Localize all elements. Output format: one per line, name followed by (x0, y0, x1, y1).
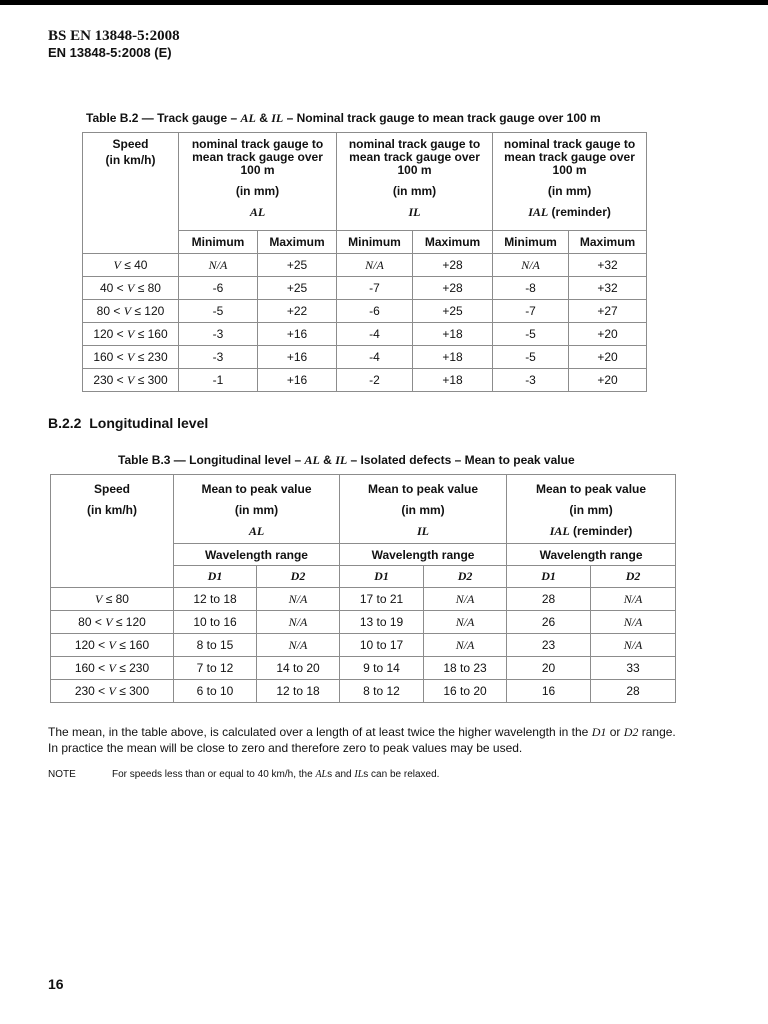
value-cell: N/A (179, 254, 258, 277)
value-cell: N/A (424, 611, 507, 634)
paragraph-text: or (609, 725, 621, 739)
caption-al: AL (304, 453, 320, 467)
value-cell: N/A (257, 588, 340, 611)
subheader-cell: Maximum (413, 231, 493, 254)
caption-suffix: – Nominal track gauge to mean track gauge over 100 m (286, 111, 601, 125)
value-cell: +22 (258, 300, 337, 323)
paragraph-d1: D1 (591, 725, 607, 739)
value-cell: N/A (257, 611, 340, 634)
value-cell: N/A (424, 634, 507, 657)
value-cell: -5 (493, 323, 569, 346)
value-cell: 28 (591, 680, 676, 703)
value-cell: +25 (258, 277, 337, 300)
value-cell: +28 (413, 277, 493, 300)
note-part: For speeds less than or equal to 40 km/h, the (112, 769, 313, 780)
value-cell: 14 to 20 (257, 657, 340, 680)
table-row (51, 680, 676, 703)
value-cell: -7 (493, 300, 569, 323)
caption-il: IL (335, 453, 348, 467)
group-level: AL (248, 524, 265, 538)
value-cell: 12 to 18 (174, 588, 257, 611)
value-cell: -4 (337, 323, 413, 346)
group-line1: Mean to peak value (201, 482, 312, 496)
note-al: AL (315, 769, 328, 780)
subheader-cell: Minimum (493, 231, 569, 254)
value-cell: +25 (258, 254, 337, 277)
value-cell: 9 to 14 (340, 657, 424, 680)
paragraph-text: The mean, in the table above, is calculated over a length of at least twice the higher wavelength in the (48, 725, 589, 739)
section-number: B.2.2 (48, 415, 82, 431)
subheader-cell: D1 (174, 566, 257, 588)
standard-number: BS EN 13848-5:2008 (48, 28, 180, 44)
value-cell: -3 (179, 346, 258, 369)
group-header-il (340, 475, 507, 544)
value-cell: +18 (413, 369, 493, 392)
caption-prefix: Table B.3 — Longitudinal level – (118, 453, 302, 467)
value-cell: 7 to 12 (174, 657, 257, 680)
value-cell: -7 (337, 277, 413, 300)
value-cell: 8 to 12 (340, 680, 424, 703)
subheader-cell: D1 (340, 566, 424, 588)
group-line3: 100 m (240, 163, 275, 177)
speed-cell: V ≤ 80 (51, 588, 174, 611)
value-cell: 16 (507, 680, 591, 703)
subheader-cell: Maximum (569, 231, 647, 254)
group-unit: (in mm) (401, 503, 445, 517)
value-cell: 10 to 16 (174, 611, 257, 634)
table-b2-body (83, 254, 647, 392)
value-cell: N/A (591, 588, 676, 611)
group-header-al (174, 475, 340, 544)
speed-cell: 80 < V ≤ 120 (83, 300, 179, 323)
value-cell: 6 to 10 (174, 680, 257, 703)
speed-title: Speed (112, 137, 149, 151)
note-text (112, 769, 439, 780)
note-label: NOTE (48, 769, 76, 780)
table-row (83, 300, 647, 323)
section-heading (48, 415, 208, 431)
wavelength-range-header: Wavelength range (174, 544, 340, 566)
subheader-cell: D2 (591, 566, 676, 588)
caption-prefix: Table B.2 — Track gauge – (86, 111, 238, 125)
wavelength-range-header: Wavelength range (507, 544, 676, 566)
speed-cell: 230 < V ≤ 300 (83, 369, 179, 392)
value-cell: 23 (507, 634, 591, 657)
group-unit: (in mm) (569, 503, 613, 517)
group-line1: nominal track gauge to (503, 137, 636, 151)
group-header-ial (493, 133, 647, 231)
speed-title: Speed (93, 482, 130, 496)
value-cell: +32 (569, 254, 647, 277)
value-cell: +18 (413, 346, 493, 369)
value-cell: N/A (591, 634, 676, 657)
group-level-note: (reminder) (551, 205, 611, 219)
group-unit: (in mm) (234, 503, 279, 517)
table-row (51, 588, 676, 611)
table-row (83, 323, 647, 346)
value-cell: +20 (569, 369, 647, 392)
speed-cell: 80 < V ≤ 120 (51, 611, 174, 634)
caption-amp: & (259, 111, 268, 125)
value-cell: +16 (258, 346, 337, 369)
page-number: 16 (48, 976, 64, 992)
group-line1: nominal track gauge to (348, 137, 481, 151)
speed-unit: (in km/h) (87, 503, 137, 517)
value-cell: +32 (569, 277, 647, 300)
group-unit: (in mm) (547, 184, 592, 198)
value-cell: 10 to 17 (340, 634, 424, 657)
group-line1: Mean to peak value (368, 482, 479, 496)
subheader-cell: D2 (257, 566, 340, 588)
group-level: AL (249, 205, 266, 219)
value-cell: 20 (507, 657, 591, 680)
value-cell: 17 to 21 (340, 588, 424, 611)
caption-suffix: – Isolated defects – Mean to peak value (350, 453, 575, 467)
value-cell: -3 (179, 323, 258, 346)
value-cell: +20 (569, 323, 647, 346)
table-b3-body (51, 588, 676, 703)
group-level: IL (417, 524, 430, 538)
group-level: IAL (528, 205, 549, 219)
value-cell: 12 to 18 (257, 680, 340, 703)
value-cell: 28 (507, 588, 591, 611)
group-unit: (in mm) (235, 184, 280, 198)
speed-header (51, 475, 174, 588)
wavelength-range-header: Wavelength range (340, 544, 507, 566)
value-cell: -1 (179, 369, 258, 392)
note-part: s can be relaxed. (363, 769, 440, 780)
value-cell: +18 (413, 323, 493, 346)
speed-unit: (in km/h) (105, 153, 156, 167)
group-line2: mean track gauge over (504, 150, 635, 164)
speed-cell: 40 < V ≤ 80 (83, 277, 179, 300)
value-cell: N/A (257, 634, 340, 657)
subheader-cell: Minimum (179, 231, 258, 254)
value-cell: N/A (591, 611, 676, 634)
value-cell: -6 (337, 300, 413, 323)
value-cell: -5 (493, 346, 569, 369)
subheader-cell: Maximum (258, 231, 337, 254)
value-cell: 13 to 19 (340, 611, 424, 634)
group-header-ial (507, 475, 676, 544)
group-line2: mean track gauge over (349, 150, 480, 164)
value-cell: -2 (337, 369, 413, 392)
table-row (83, 254, 647, 277)
speed-cell: 160 < V ≤ 230 (51, 657, 174, 680)
explanatory-paragraph (48, 724, 688, 756)
note-part: s and (327, 769, 352, 780)
value-cell: -5 (179, 300, 258, 323)
value-cell: -8 (493, 277, 569, 300)
value-cell: 8 to 15 (174, 634, 257, 657)
standard-edition: EN 13848-5:2008 (E) (48, 45, 172, 60)
table-b2 (82, 132, 647, 392)
value-cell: +16 (258, 323, 337, 346)
group-level: IAL (549, 524, 570, 538)
value-cell: N/A (493, 254, 569, 277)
value-cell: -4 (337, 346, 413, 369)
group-line1: Mean to peak value (536, 482, 647, 496)
group-line2: mean track gauge over (192, 150, 323, 164)
value-cell: N/A (424, 588, 507, 611)
table-row (51, 657, 676, 680)
group-line3: 100 m (552, 163, 587, 177)
group-level: IL (408, 205, 421, 219)
table-row (83, 369, 647, 392)
subheader-cell: D2 (424, 566, 507, 588)
subheader-cell: Minimum (337, 231, 413, 254)
group-line1: nominal track gauge to (191, 137, 324, 151)
paragraph-d2: D2 (623, 725, 639, 739)
value-cell: -6 (179, 277, 258, 300)
speed-cell: 160 < V ≤ 230 (83, 346, 179, 369)
paragraph-text: range. In practice the mean will be close to zero and therefore zero to peak values may be used. (48, 725, 676, 755)
value-cell: +20 (569, 346, 647, 369)
speed-cell: 230 < V ≤ 300 (51, 680, 174, 703)
value-cell: 33 (591, 657, 676, 680)
table-row (51, 634, 676, 657)
speed-header (83, 133, 179, 254)
value-cell: +27 (569, 300, 647, 323)
value-cell: 16 to 20 (424, 680, 507, 703)
value-cell: 26 (507, 611, 591, 634)
group-line3: 100 m (397, 163, 432, 177)
group-level-note: (reminder) (573, 524, 633, 538)
top-border (0, 0, 768, 5)
table-b2-caption (86, 111, 601, 126)
value-cell: N/A (337, 254, 413, 277)
value-cell: +28 (413, 254, 493, 277)
value-cell: -3 (493, 369, 569, 392)
table-b3-caption (118, 453, 575, 468)
table-row (83, 277, 647, 300)
speed-cell: 120 < V ≤ 160 (83, 323, 179, 346)
caption-amp: & (323, 453, 332, 467)
speed-cell: 120 < V ≤ 160 (51, 634, 174, 657)
speed-cell: V ≤ 40 (83, 254, 179, 277)
section-title: Longitudinal level (89, 415, 209, 431)
subheader-cell: D1 (507, 566, 591, 588)
note-il: IL (354, 769, 364, 780)
table-row (51, 611, 676, 634)
caption-al: AL (240, 111, 256, 125)
value-cell: +16 (258, 369, 337, 392)
table-b3 (50, 474, 676, 703)
value-cell: 18 to 23 (424, 657, 507, 680)
group-header-al (179, 133, 337, 231)
value-cell: +25 (413, 300, 493, 323)
caption-il: IL (271, 111, 284, 125)
group-header-il (337, 133, 493, 231)
table-row (83, 346, 647, 369)
group-unit: (in mm) (392, 184, 437, 198)
